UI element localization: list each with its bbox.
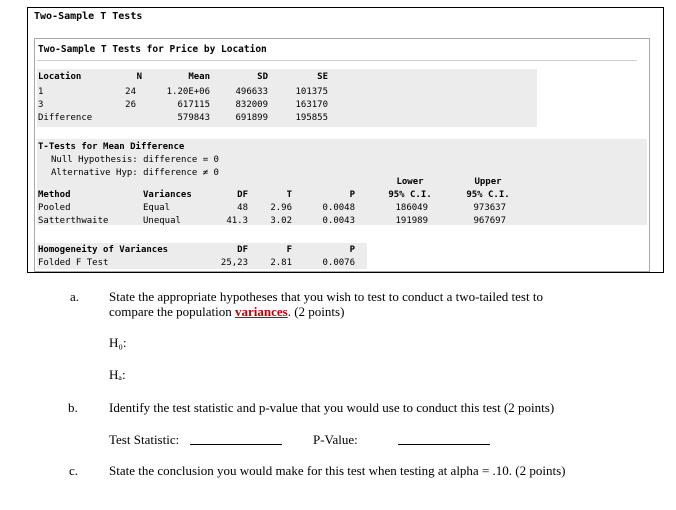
table-cell: 186049 <box>395 203 428 213</box>
table-cell: 195855 <box>295 113 328 123</box>
table-cell: 26 <box>125 100 136 110</box>
null-hypothesis: Null Hypothesis: difference = 0 <box>51 155 219 165</box>
ttest-title: T-Tests for Mean Difference <box>38 142 185 152</box>
ha-label: Hₐ: <box>109 367 126 382</box>
ci-lower-header: Lower <box>396 177 424 187</box>
output-panel <box>34 38 650 272</box>
table-cell: 2.81 <box>270 258 292 268</box>
table-cell: 191989 <box>395 216 428 226</box>
table-cell: Equal <box>143 203 171 213</box>
inner-title: Two-Sample T Tests for Price by Location <box>38 44 267 55</box>
table-cell: 832009 <box>235 100 268 110</box>
table-cell: 1.20E+06 <box>166 87 210 97</box>
table-row: 3 <box>38 100 44 110</box>
table-cell: 0.0076 <box>322 258 355 268</box>
test-statistic-blank[interactable] <box>190 432 282 445</box>
homogeneity-header-f: F <box>286 245 292 255</box>
stats-header-sd: SD <box>257 72 268 82</box>
table-cell: 967697 <box>473 216 506 226</box>
table-cell: 0.0043 <box>322 216 355 226</box>
table-row: Folded F Test <box>38 258 109 268</box>
stats-header-n: N <box>136 72 142 82</box>
ttest-header-df: DF <box>237 190 248 200</box>
question-c-marker: c. <box>69 463 79 478</box>
homogeneity-title: Homogeneity of Variances <box>38 245 169 255</box>
stats-header-location: Location <box>38 72 82 82</box>
question-a-line2-prefix: compare the population <box>109 304 235 319</box>
table-cell: 24 <box>125 87 136 97</box>
table-row: Satterthwaite <box>38 216 109 226</box>
question-a-line1: State the appropriate hypotheses that you wish to test to conduct a two-tailed test to <box>109 289 543 304</box>
question-a-line2-suffix: . (2 points) <box>287 304 345 319</box>
ttest-header-lower-ci: 95% C.I. <box>388 190 432 200</box>
homogeneity-header-p: P <box>349 245 355 255</box>
stats-header-se: SE <box>317 72 328 82</box>
table-cell: 41.3 <box>226 216 248 226</box>
table-cell: 163170 <box>295 100 328 110</box>
variances-emphasis: variances <box>235 304 288 319</box>
table-cell: 691899 <box>235 113 268 123</box>
table-cell: 101375 <box>295 87 328 97</box>
table-cell: 973637 <box>473 203 506 213</box>
table-cell: 0.0048 <box>322 203 355 213</box>
ttest-header-upper-ci: 95% C.I. <box>466 190 510 200</box>
outer-title: Two-Sample T Tests <box>34 11 143 22</box>
ttest-header-t: T <box>286 190 292 200</box>
question-a-line2 <box>109 304 344 319</box>
table-row: 1 <box>38 87 44 97</box>
ttest-header-method: Method <box>38 190 71 200</box>
ci-upper-header: Upper <box>474 177 502 187</box>
ttest-header-variances: Variances <box>143 190 192 200</box>
table-cell: 496633 <box>235 87 268 97</box>
table-cell: 48 <box>237 203 248 213</box>
table-row: Pooled <box>38 203 71 213</box>
test-statistic-label: Test Statistic: <box>109 432 180 447</box>
stats-header-mean: Mean <box>188 72 210 82</box>
table-row: Difference <box>38 113 93 123</box>
table-cell: 617115 <box>177 100 210 110</box>
question-b-text: Identify the test statistic and p-value that you would use to conduct this test (2 points) <box>109 400 555 415</box>
question-a-marker: a. <box>70 289 80 304</box>
title-divider <box>37 60 637 61</box>
table-cell: 2.96 <box>270 203 292 213</box>
question-b-marker: b. <box>68 400 78 415</box>
ttest-header-p: P <box>349 190 355 200</box>
table-cell: 25,23 <box>220 258 248 268</box>
homogeneity-header-df: DF <box>237 245 248 255</box>
question-c-text: State the conclusion you would make for this test when testing at alpha = .10. (2 points) <box>109 463 566 478</box>
p-value-label: P-Value: <box>313 432 358 447</box>
alternative-hypothesis: Alternative Hyp: difference ≠ 0 <box>51 168 219 178</box>
table-cell: Unequal <box>143 216 181 226</box>
table-cell: 3.02 <box>270 216 292 226</box>
h0-label: H₀: <box>109 335 127 350</box>
p-value-blank[interactable] <box>398 432 490 445</box>
output-window <box>27 7 664 273</box>
table-cell: 579843 <box>177 113 210 123</box>
